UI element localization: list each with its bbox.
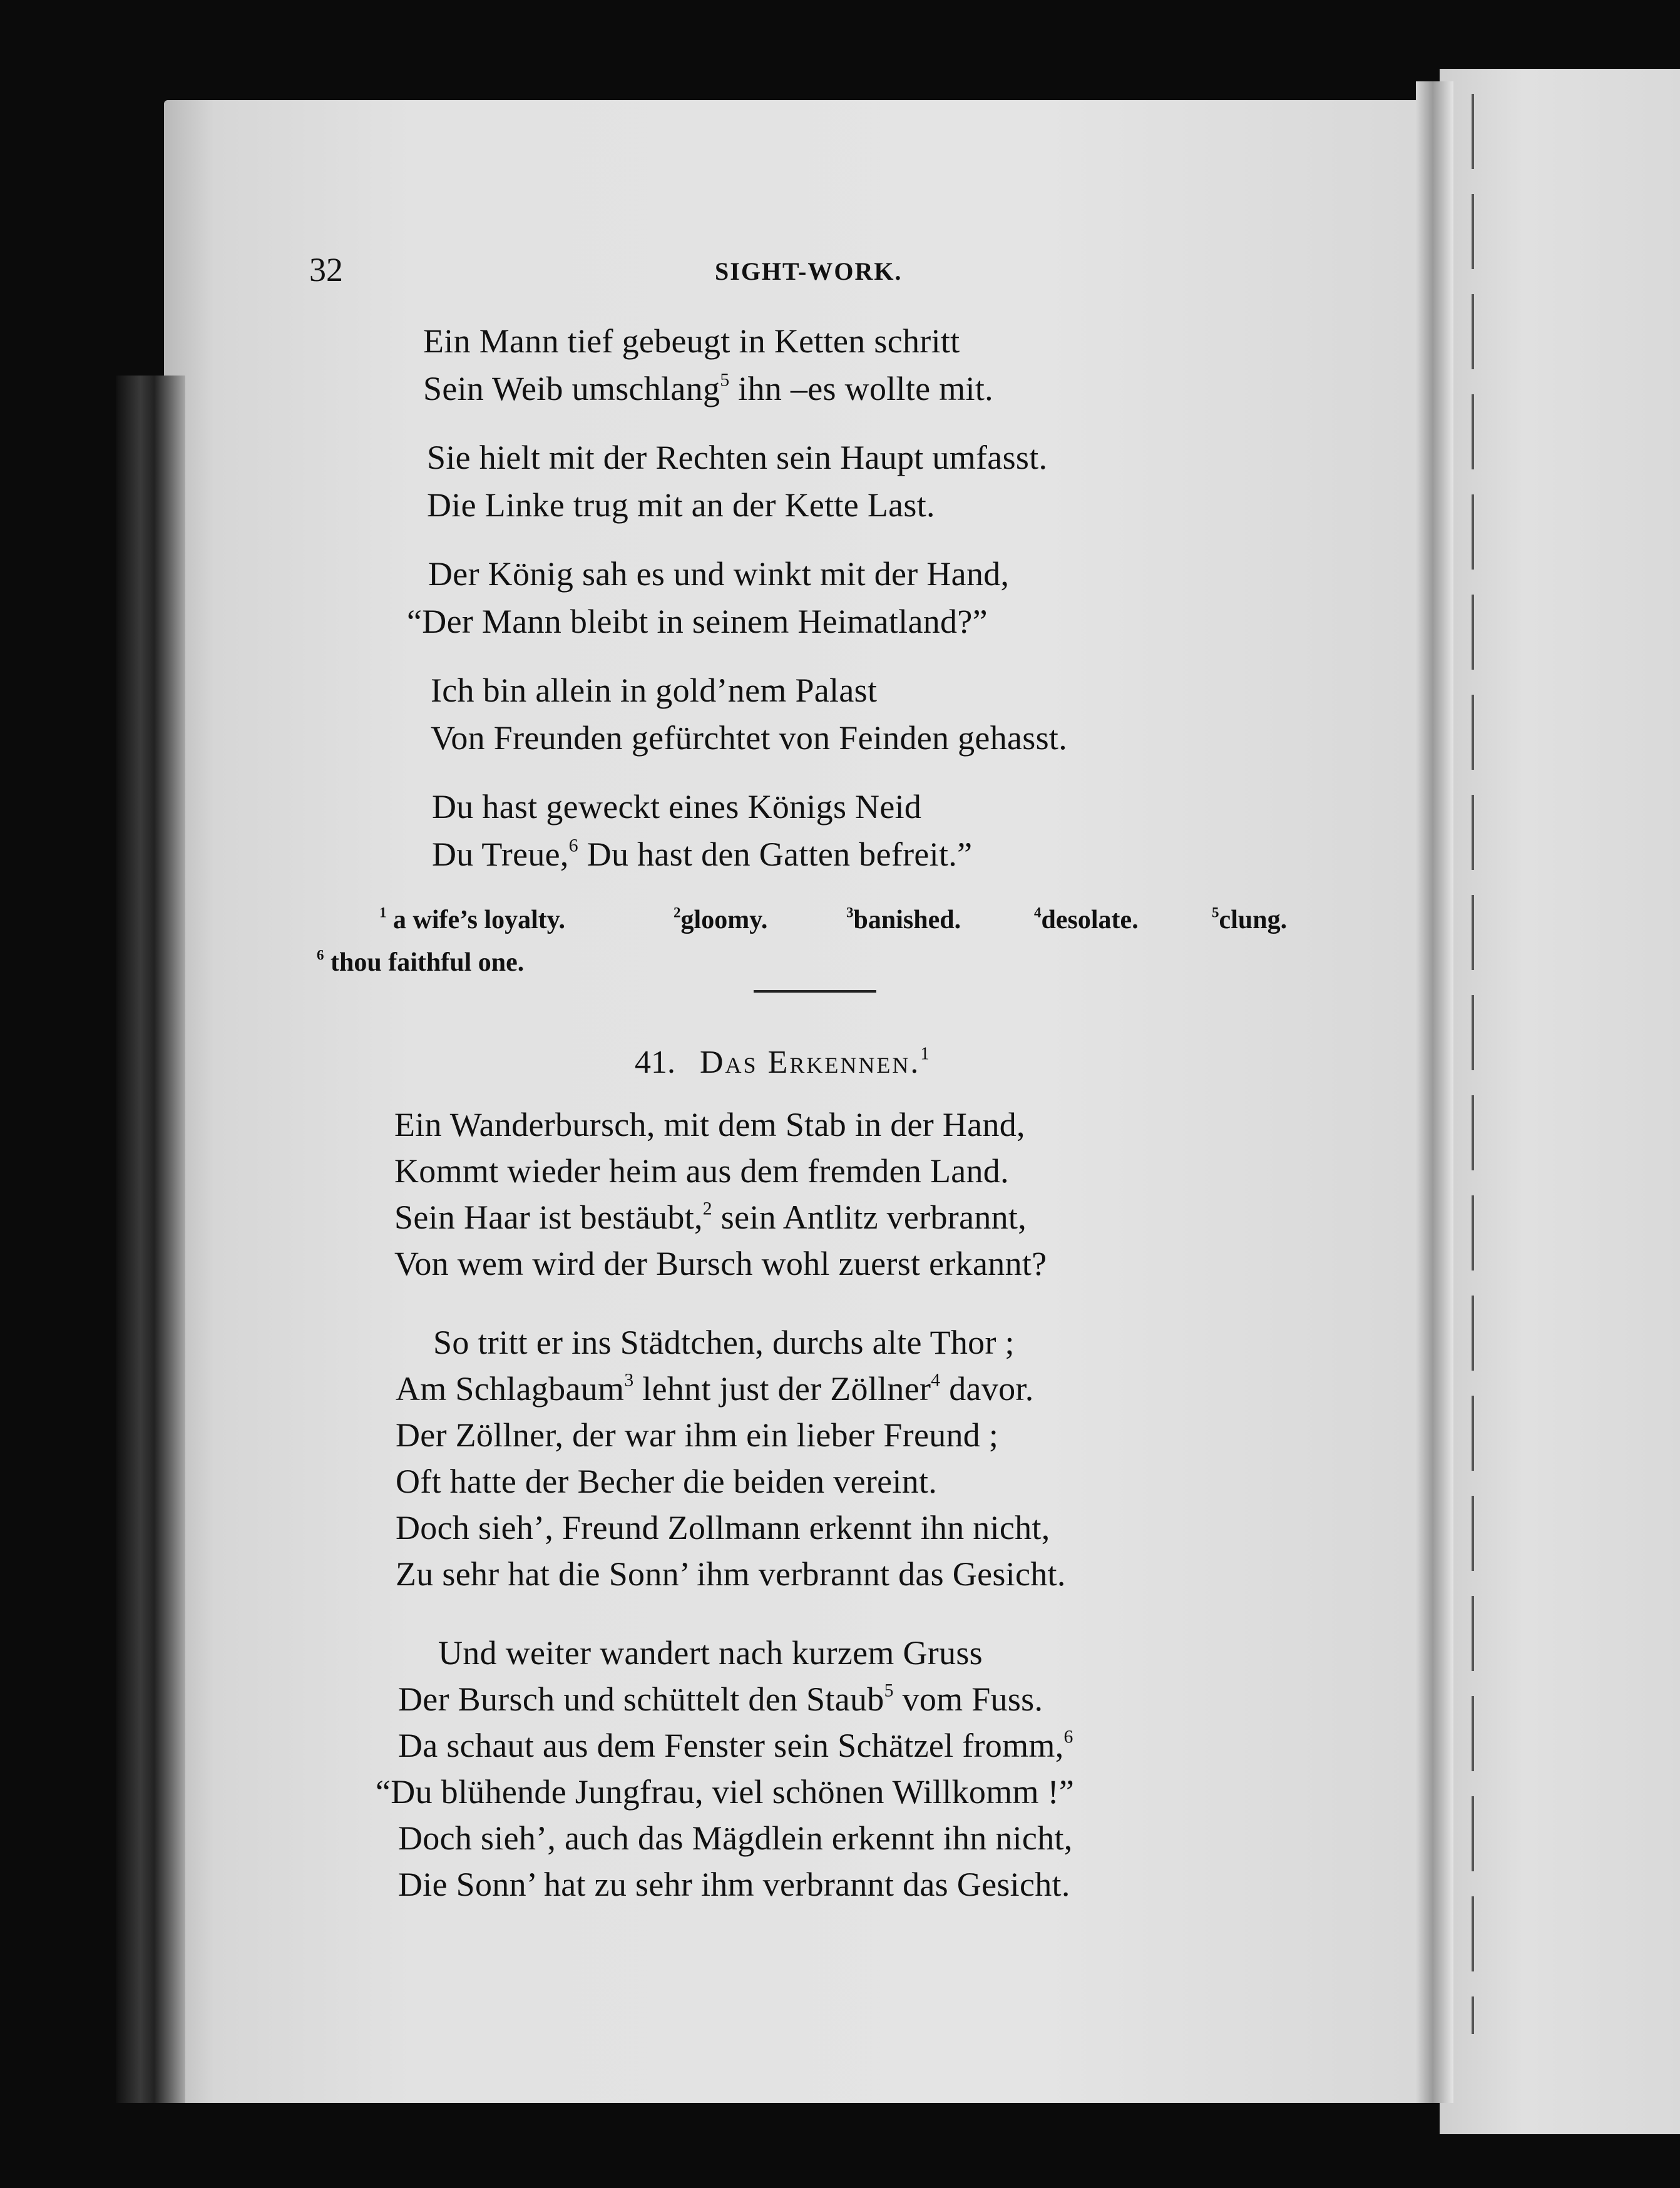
binding-thread-icon [1463,94,1482,2034]
poem-line: Ich bin allein in gold’nem Palast [431,672,878,709]
poem-line: Doch sieh’, auch das Mägdlein erkennt ihn nicht, [398,1819,1073,1857]
poem-line: Du Treue,$^6$ Du hast den Gatten befreit.” [432,836,973,873]
footnote: $^5$clung. [1212,904,1288,934]
section-divider [754,990,876,993]
page-number: 32 [309,251,343,289]
poem-line: Oft hatte der Becher die beiden vereint. [396,1463,938,1500]
section-title: 41. Das Erkennen.$^1$ [635,1044,930,1080]
poem-line: Die Linke trug mit an der Kette Last. [427,486,935,524]
poem-line: Sein Weib umschlang$^5$ ihn –es wollte mit. [423,370,993,407]
footnote: $^4$desolate. [1034,904,1139,934]
poem-line: Sein Haar ist bestäubt,$^2$ sein Antlitz verbrannt, [394,1199,1027,1236]
poem-line: Der Bursch und schüttelt den Staub$^5$ vom Fuss. [398,1680,1043,1718]
poem-line: Der Zöllner, der war ihm ein lieber Freund ; [396,1416,999,1454]
poem-line: Und weiter wandert nach kurzem Gruss [438,1634,983,1672]
poem-line: Ein Mann tief gebeugt in Ketten schritt [423,322,960,360]
page-edge-stack [116,376,185,2103]
poem-line: Ein Wanderbursch, mit dem Stab in der Hand, [394,1106,1025,1143]
poem-line: Zu sehr hat die Sonn’ ihm verbrannt das Gesicht. [396,1555,1066,1593]
poem-line: So tritt er ins Städtchen, durchs alte Thor ; [433,1324,1015,1361]
poem-line: Kommt wieder heim aus dem fremden Land. [394,1152,1009,1190]
poem-line: Die Sonn’ hat zu sehr ihm verbrannt das Gesicht. [398,1866,1070,1903]
poem-line: “Der Mann bleibt in seinem Heimatland?” [407,603,988,640]
poem-line: “Du blühende Jungfrau, viel schönen Willkomm !” [376,1773,1075,1811]
poem-line: Der König sah es und winkt mit der Hand, [428,555,1010,593]
poem-line: Von wem wird der Bursch wohl zuerst erkannt? [394,1245,1047,1282]
poem-line: Doch sieh’, Freund Zollmann erkennt ihn nicht, [396,1509,1050,1546]
running-head: SIGHT-WORK. [715,257,903,285]
footnote: $^3$banished. [846,904,961,934]
poem-line: Sie hielt mit der Rechten sein Haupt umfasst. [427,439,1048,476]
footnote: $^1$ a wife’s loyalty. [379,904,565,934]
poem-line: Am Schlagbaum$^3$ lehnt just der Zöllner$^4$ davor. [396,1370,1034,1408]
footnote: $^6$ thou faithful one. [317,946,525,977]
book-gutter [1416,81,1453,2103]
footnote: $^2$gloomy. [674,904,768,934]
poem-line: Du hast geweckt eines Königs Neid [432,788,922,826]
poem-line: Von Freunden gefürchtet von Feinden gehasst. [431,719,1067,757]
poem-line: Da schaut aus dem Fenster sein Schätzel fromm,$^6$ [398,1727,1073,1764]
